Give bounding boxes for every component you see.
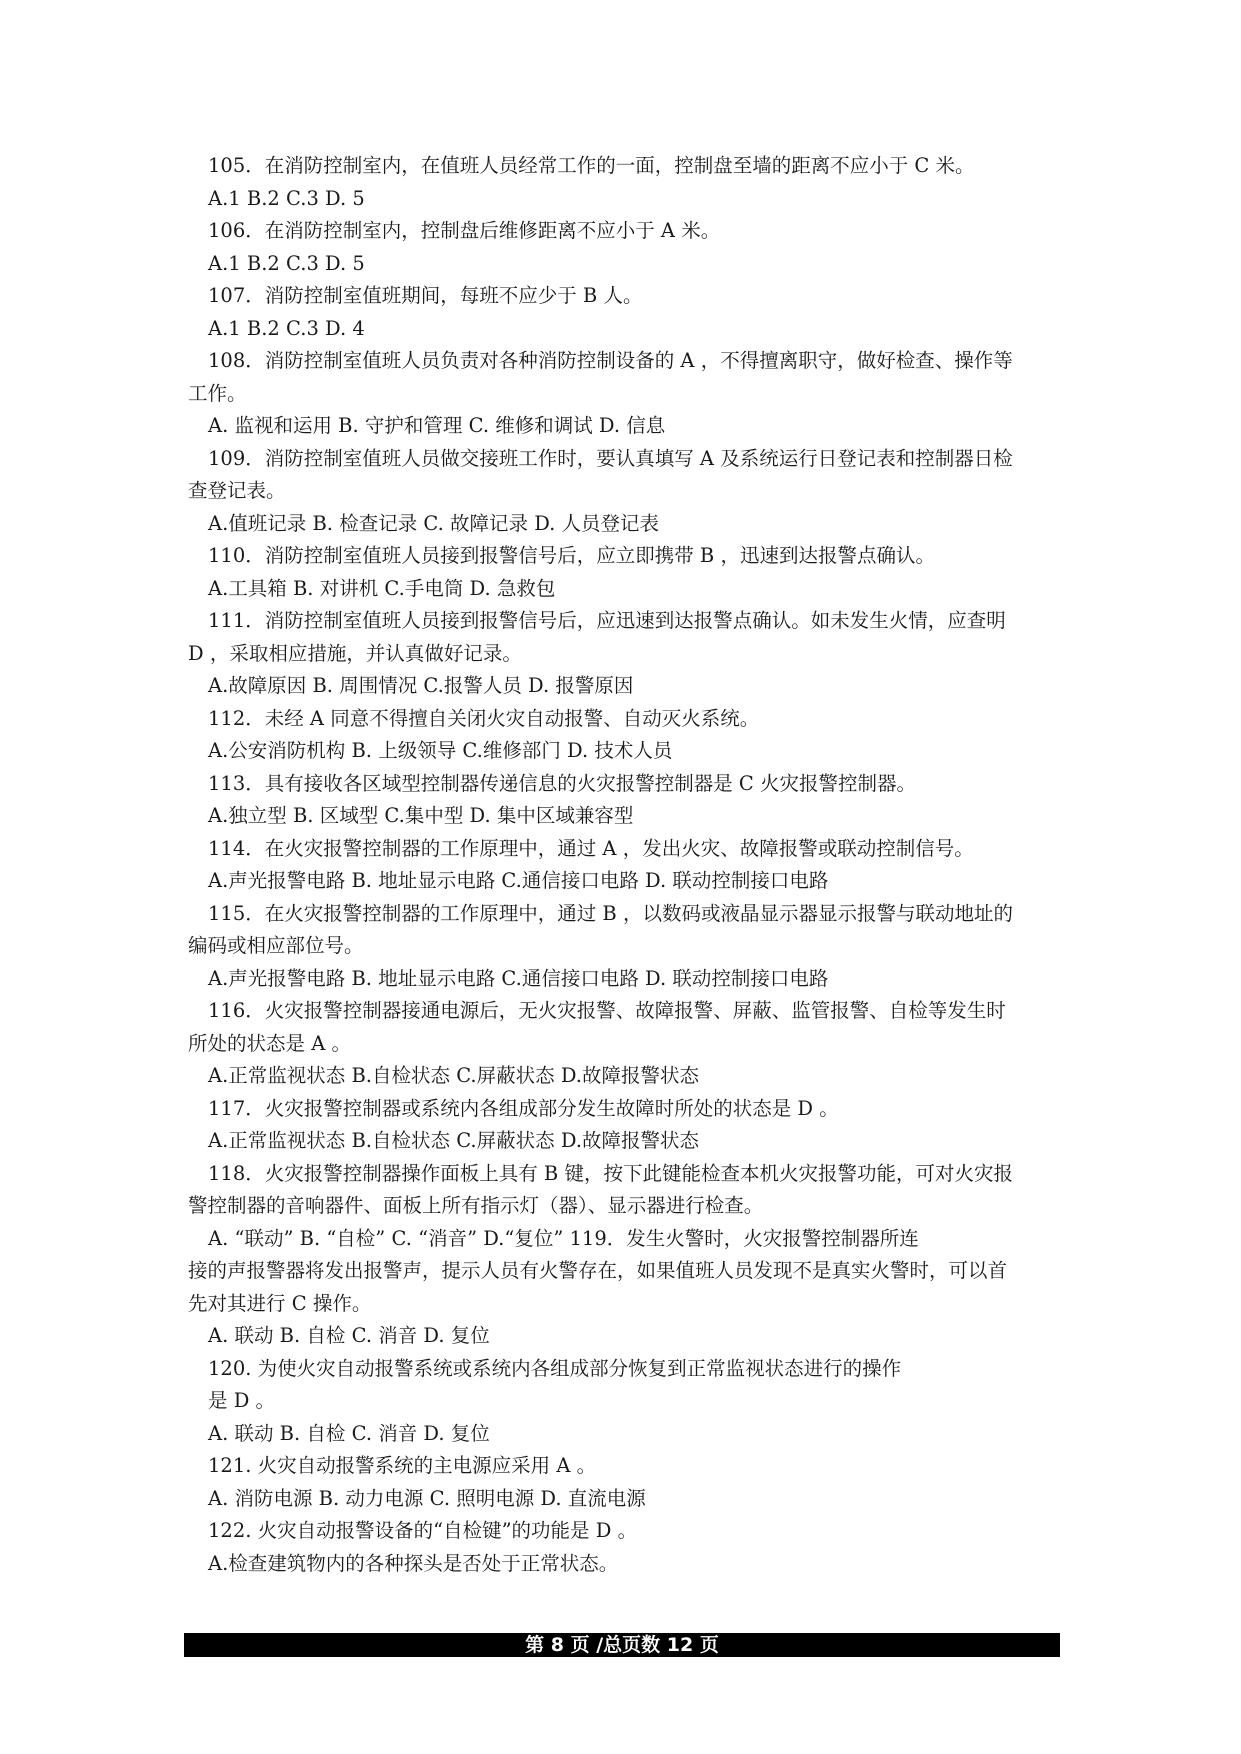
text-line: A.正常监视状态 B.自检状态 C.屏蔽状态 D.故障报警状态 xyxy=(208,1064,699,1087)
text-line: 110．消防控制室值班人员接到报警信号后，应立即携带 B ，迅速到达报警点确认。 xyxy=(208,544,935,567)
text-line: A. 监视和运用 B. 守护和管理 C. 维修和调试 D. 信息 xyxy=(208,414,666,437)
document-body xyxy=(188,150,1068,1580)
text-line: A. 联动 B. 自检 C. 消音 D. 复位 xyxy=(208,1421,490,1445)
text-line: A.正常监视状态 B.自检状态 C.屏蔽状态 D.故障报警状态 xyxy=(208,1129,699,1152)
text-line: 警控制器的音响器件、面板上所有指示灯（器）、显示器进行检查。 xyxy=(188,1194,764,1217)
text-line: 114．在火灾报警控制器的工作原理中，通过 A ，发出火灾、故障报警或联动控制信号。 xyxy=(208,836,974,860)
text-line: 116．火灾报警控制器接通电源后，无火灾报警、故障报警、屏蔽、监管报警、自检等发生时 xyxy=(208,999,1006,1022)
text-line: 接的声报警器将发出报警声，提示人员有火警存在，如果值班人员发现不是真实火警时，可以首 xyxy=(188,1259,1008,1282)
text-line: A.故障原因 B. 周围情况 C.报警人员 D. 报警原因 xyxy=(208,674,634,697)
text-line: 117．火灾报警控制器或系统内各组成部分发生故障时所处的状态是 D 。 xyxy=(208,1096,839,1120)
text-line: A.声光报警电路 B. 地址显示电路 C.通信接口电路 D. 联动控制接口电路 xyxy=(208,869,829,892)
text-line: A.公安消防机构 B. 上级领导 C.维修部门 D. 技术人员 xyxy=(208,739,673,762)
text-line: 122. 火灾自动报警设备的“自检键”的功能是 D 。 xyxy=(208,1519,638,1542)
text-line: A.1 B.2 C.3 D. 5 xyxy=(208,251,365,275)
text-line: 120. 为使火灾自动报警系统或系统内各组成部分恢复到正常监视状态进行的操作 xyxy=(208,1356,902,1380)
text-line: A.独立型 B. 区域型 C.集中型 D. 集中区域兼容型 xyxy=(208,804,634,827)
text-line: 107．消防控制室值班期间，每班不应少于 B 人。 xyxy=(208,284,643,307)
text-line: 105．在消防控制室内，在值班人员经常工作的一面，控制盘至墙的距离不应小于 C 米。 xyxy=(208,154,975,177)
text-line: 所处的状态是 A 。 xyxy=(188,1031,351,1055)
text-line: 编码或相应部位号。 xyxy=(188,934,364,957)
text-line: 111．消防控制室值班人员接到报警信号后，应迅速到达报警点确认。如未发生火情，应查明 xyxy=(208,609,1006,632)
page-footer xyxy=(184,1633,1060,1657)
text-line: A.工具箱 B. 对讲机 C.手电筒 D. 急救包 xyxy=(208,576,556,600)
text-line: A.1 B.2 C.3 D. 4 xyxy=(208,316,365,340)
text-line: A.值班记录 B. 检查记录 C. 故障记录 D. 人员登记表 xyxy=(208,511,660,535)
text-line: A.声光报警电路 B. 地址显示电路 C.通信接口电路 D. 联动控制接口电路 xyxy=(208,966,829,990)
text-line: 115．在火灾报警控制器的工作原理中，通过 B ，以数码或液晶显示器显示报警与联动地址的 xyxy=(208,901,1013,925)
text-line: 查登记表。 xyxy=(188,479,286,502)
page-number-label: 第 8 页 /总页数 12 页 xyxy=(525,1634,719,1656)
text-line: A. “联动” B. “自检” C. “消音” D.“复位” 119．发生火警时，火灾报警控制器所连 xyxy=(208,1226,919,1250)
text-line: 109．消防控制室值班人员做交接班工作时，要认真填写 A 及系统运行日登记表和控制器日检 xyxy=(208,446,1013,470)
text-line: 112．未经 A 同意不得擅自关闭火灾自动报警、自动灭火系统。 xyxy=(208,706,760,730)
text-line: A. 联动 B. 自检 C. 消音 D. 复位 xyxy=(208,1324,490,1347)
text-line: 121. 火灾自动报警系统的主电源应采用 A 。 xyxy=(208,1454,597,1477)
text-line: 先对其进行 C 操作。 xyxy=(188,1291,372,1315)
text-line: A.检查建筑物内的各种探头是否处于正常状态。 xyxy=(208,1551,619,1575)
text-line: D ，采取相应措施，并认真做好记录。 xyxy=(188,641,522,665)
text-line: 106．在消防控制室内，控制盘后维修距离不应小于 A 米。 xyxy=(208,219,721,242)
text-line: 是 D 。 xyxy=(208,1389,276,1412)
text-line: A.1 B.2 C.3 D. 5 xyxy=(208,186,365,210)
text-line: A. 消防电源 B. 动力电源 C. 照明电源 D. 直流电源 xyxy=(208,1486,646,1510)
text-line: 113．具有接收各区域型控制器传递信息的火灾报警控制器是 C 火灾报警控制器。 xyxy=(208,771,917,795)
text-line: 工作。 xyxy=(188,381,247,405)
text-line: 118．火灾报警控制器操作面板上具有 B 键，按下此键能检查本机火灾报警功能，可对火灾报 xyxy=(208,1161,1013,1185)
text-line: 108．消防控制室值班人员负责对各种消防控制设备的 A ，不得擅离职守，做好检查、操作等 xyxy=(208,349,1013,372)
